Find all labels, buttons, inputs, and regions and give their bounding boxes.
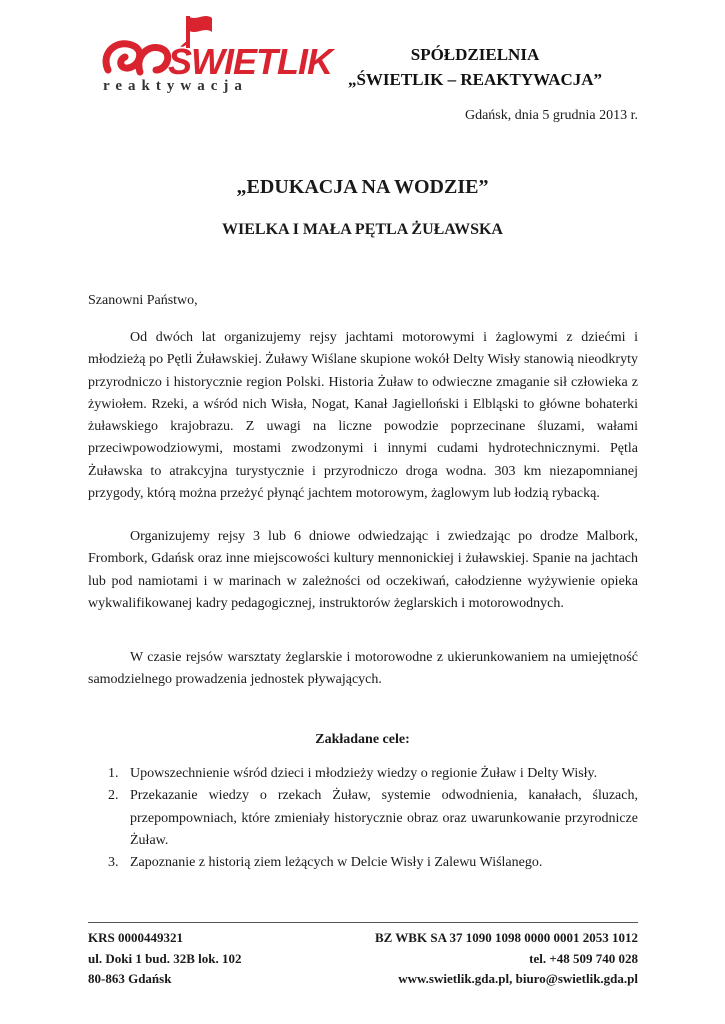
- list-item-text: Zapoznanie z historią ziem leżących w Delcie Wisły i Zalewu Wiślanego.: [130, 855, 543, 871]
- document-title: „EDUKACJA NA WODZIE”: [236, 176, 489, 198]
- list-item-number: 1.: [108, 766, 119, 781]
- goals-heading: Zakładane cele:: [315, 732, 410, 747]
- logo-tagline: reaktywacja: [103, 78, 248, 94]
- footer-address: ul. Doki 1 bud. 32B lok. 102: [88, 950, 242, 966]
- list-item-number: 2.: [108, 788, 119, 804]
- organization-name: [335, 42, 615, 92]
- list-item-text: Przekazanie wiedzy o rzekach Żuław, systemie odwodnienia, kanałach, śluzach, przepompowniach, które zmieniały historycznie obraz oraz uwarunkowanie przyrodnicze Żuław.: [130, 788, 638, 848]
- footer-postal: 80-863 Gdańsk: [88, 971, 172, 986]
- letter-date: Gdańsk, dnia 5 grudnia 2013 r.: [464, 108, 638, 123]
- list-item: [88, 763, 638, 785]
- org-line-2: „ŚWIETLIK – REAKTYWACJA”: [347, 70, 603, 89]
- footer-web-email: www.swietlik.gda.pl, biuro@swietlik.gda.pl: [398, 971, 638, 986]
- paragraph-2: Organizujemy rejsy 3 lub 6 dniowe odwiedzając i zwiedzając po drodze Malbork, Frombork, Gdańsk oraz inne miejscowości kultury mennonickiej i żuławskiej. Spanie na jachtach lub pod namiotami i w marinach w zależności od oczekiwań, całodzienne wyżywienie opieka wykwalifikowanej kadry pedagogicznej, instruktorów żeglarskich i motorowodnych.: [88, 529, 638, 611]
- paragraph-3: W czasie rejsów warsztaty żeglarskie i motorowodne z ukierunkowaniem na umiejętność samodzielnego prowadzenia jednostek pływających.: [88, 650, 638, 688]
- paragraph-1: Od dwóch lat organizujemy rejsy jachtami motorowymi i żaglowymi z dziećmi i młodzieżą po Pętli Żuławskiej. Żuławy Wiślane skupione wokół Delty Wisły stanowią nieodkryty przyrodniczo i historycznie region Polski. Historia Żuław to odwieczne zmaganie sił człowieka z żywiołem. Rzeki, a wśród nich Wisła, Nogat, Kanał Jagielloński i Elbląski to główne bohaterki żuławskiego krajobrazu. Z uwagi na liczne powodzie poprzecinane śluzami, wałami przeciwpowodziowymi, mostami zwodzonymi i innymi cudami hydrotechnicznymi. Pętla Żuławska to atrakcyjna turystycznie i przyrodniczo droga wodna. 303 km niezapomnianej przygody, którą można przeżyć płynąć jachtem motorowym, żaglowym lub łodzią rybacką.: [88, 330, 638, 502]
- list-item-number: 3.: [108, 855, 119, 871]
- list-item: [88, 785, 638, 852]
- footer-left: [88, 928, 242, 990]
- list-item-text: Upowszechnienie wśród dzieci i młodzieży wiedzy o regionie Żuław i Delty Wisły.: [130, 766, 598, 781]
- footer-krs: KRS 0000449321: [88, 930, 183, 945]
- svg-text:ŚWIETLIK: ŚWIETLIK: [168, 41, 332, 82]
- list-item: [88, 852, 638, 874]
- greeting: Szanowni Państwo,: [88, 293, 198, 308]
- org-line-1: SPÓŁDZIELNIA: [410, 45, 540, 64]
- footer-bank-account: BZ WBK SA 37 1090 1098 0000 0001 2053 1012: [374, 930, 638, 945]
- footer-divider: [88, 922, 638, 923]
- goals-list: [88, 763, 638, 874]
- footer-right: [375, 928, 638, 990]
- document-subtitle: WIELKA I MAŁA PĘTLA ŻUŁAWSKA: [222, 221, 503, 238]
- footer-phone: tel. +48 509 740 028: [529, 950, 638, 966]
